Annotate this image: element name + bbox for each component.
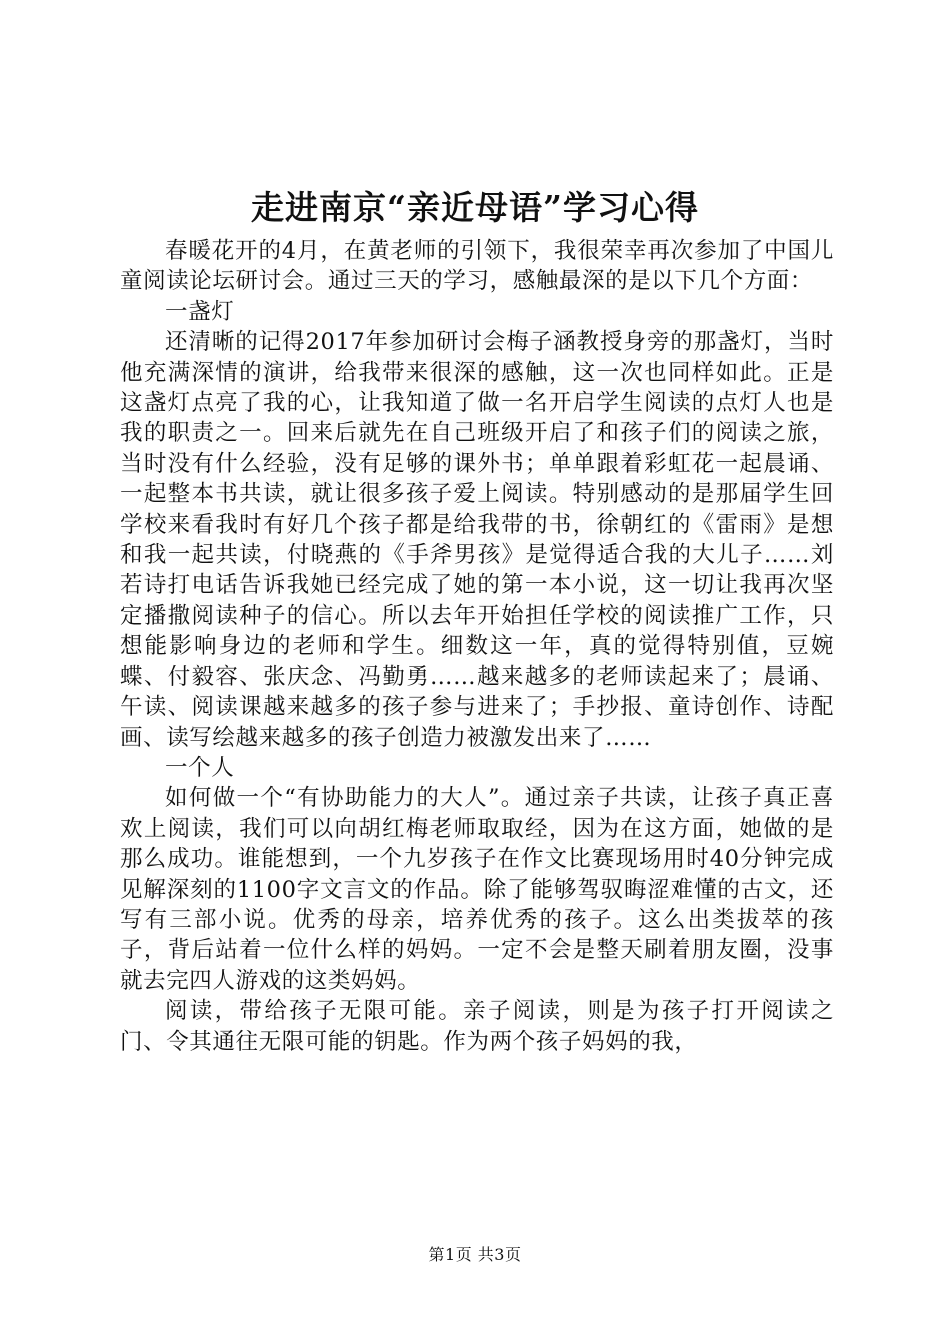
person-paragraph: 如何做一个“有协助能力的大人”。通过亲子共读，让孩子真正喜欢上阅读，我们可以向胡红梅老师取取经，因为在这方面，她做的是那么成功。谁能想到，一个九岁孩子在作文比赛现场用时40分钟完成见解深刻的1100字文言文的作品。除了能够驾驭晦涩难懂的古文，还写有三部小说。优秀的母亲，培养优秀的孩子。这么出类拔萃的孩子，背后站着一位什么样的妈妈。一定不会是整天刷着朋友圈，没事就去完四人游戏的这类妈妈。 xyxy=(120,785,834,994)
lamp-paragraph: 还清晰的记得2017年参加研讨会梅子涵教授身旁的那盏灯，当时他充满深情的演讲，给我带来很深的感触，这一次也同样如此。正是这盏灯点亮了我的心，让我知道了做一名开启学生阅读的点灯人也是我的职责之一。回来后就先在自己班级开启了和孩子们的阅读之旅，当时没有什么经验，没有足够的课外书；单单跟着彩虹花一起晨诵、一起整本书共读，就让很多孩子爱上阅读。特别感动的是那届学生回学校来看我时有好几个孩子都是给我带的书，徐朝红的《雷雨》是想和我一起共读，付晓燕的《手斧男孩》是觉得适合我的大儿子……刘若诗打电话告诉我她已经完成了她的第一本小说，这一切让我再次坚定播撒阅读种子的信心。所以去年开始担任学校的阅读推广工作，只想能影响身边的老师和学生。细数这一年，真的觉得特别值，豆婉蝶、付毅容、张庆念、冯勤勇……越来越多的老师读起来了；晨诵、午读、阅读课越来越多的孩子参与进来了；手抄报、童诗创作、诗配画、读写绘越来越多的孩子创造力被激发出来了…… xyxy=(120,329,834,751)
reading-paragraph: 阅读，带给孩子无限可能。亲子阅读，则是为孩子打开阅读之门、令其通往无限可能的钥匙。作为两个孩子妈妈的我， xyxy=(120,998,834,1055)
section-heading-person: 一个人 xyxy=(165,754,235,781)
document-body xyxy=(120,236,834,1057)
intro-paragraph: 春暖花开的4月，在黄老师的引领下，我很荣幸再次参加了中国儿童阅读论坛研讨会。通过三天的学习，感触最深的是以下几个方面： xyxy=(120,238,834,295)
section-heading-lamp: 一盏灯 xyxy=(165,298,235,325)
document-title: 走进南京“亲近母语”学习心得 xyxy=(251,188,699,227)
page-number-footer: 第1页 共3页 xyxy=(428,1245,522,1264)
